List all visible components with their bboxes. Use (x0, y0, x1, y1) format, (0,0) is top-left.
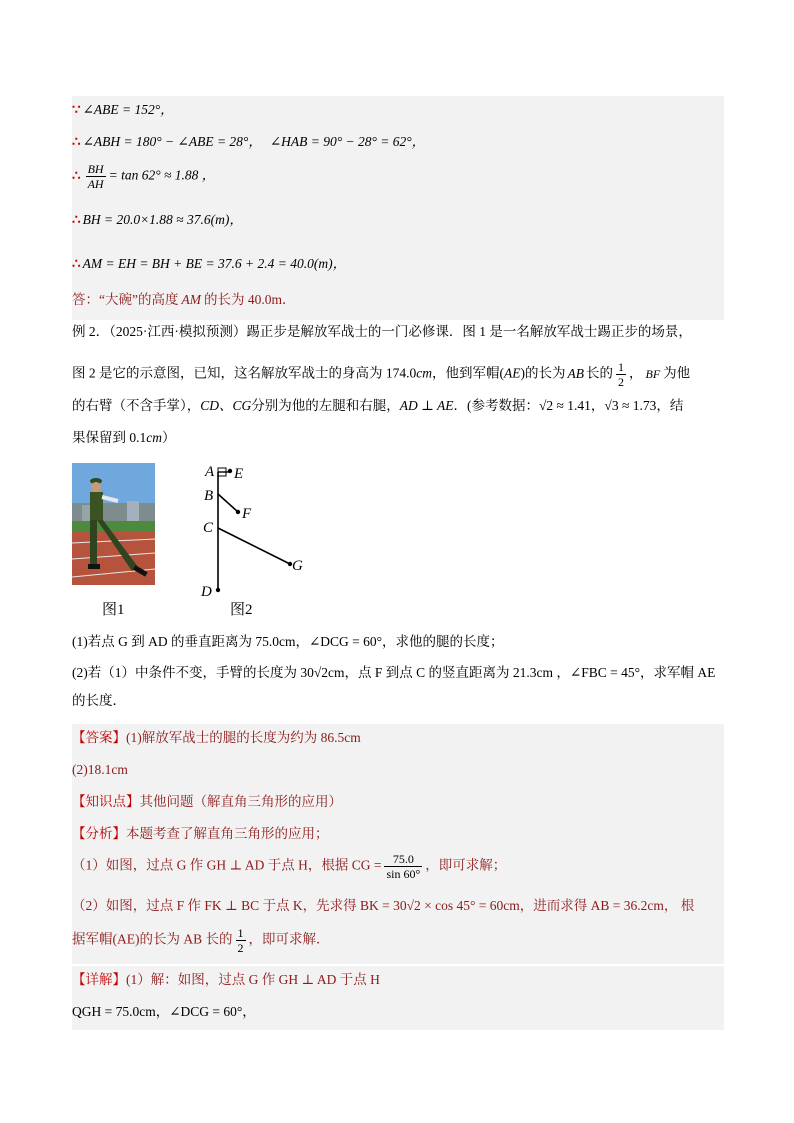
line-text: AM = EH = BH + BE = 37.6 + 2.4 = 40.0(m)， (82, 256, 347, 271)
analysis-tag: 【分析】 (72, 826, 126, 841)
fraction-half-2 (236, 926, 246, 955)
para-text: 分别为他的左腿和右腿， (251, 398, 400, 413)
answer-var: AM (181, 292, 201, 307)
para-text: 为他 (663, 365, 691, 381)
label-g: G (292, 558, 303, 574)
frac-den: 2 (237, 941, 244, 955)
var-text: AB (567, 365, 584, 381)
frac-den: AH (87, 177, 104, 191)
example-para-1 (72, 322, 724, 342)
analysis-text: （1）如图，过点 G 作 GH ⊥ AD 于点 H，根据 CG = (72, 857, 382, 873)
line-text: = tan 62° ≈ 1.88 ， (108, 167, 216, 183)
geometry-diagram (192, 456, 322, 604)
para-text: )的长为 (520, 365, 566, 381)
solution-line-3 (72, 160, 724, 202)
question-2: (2)若（1）中条件不变，手臂的长度为 30√2cm，点 F 到点 C 的竖直距离为 21.3cm ，∠FBC = 45°，求军帽 AE (72, 665, 716, 680)
analysis-text: ，即可求解． (248, 931, 330, 947)
detail-text: (1）解：如图，过点 G 作 GH ⊥ AD 于点 H (126, 972, 380, 987)
var-text: AE (504, 365, 521, 381)
analysis-step-1 (72, 850, 724, 890)
fraction-cg (384, 852, 422, 881)
detail-line (72, 966, 724, 998)
para-text: 图 2 是它的示意图，已知，这名解放军战士的身高为 174.0 (72, 365, 417, 381)
para-text: 果保留到 0.1 (72, 430, 147, 445)
var-text: CD、CG (200, 398, 252, 413)
knowledge-tag: 【知识点】 (72, 794, 140, 809)
frac-num: 1 (237, 926, 244, 940)
answer-line (72, 724, 724, 756)
frac-den: sin 60° (386, 867, 421, 881)
solution-answer-line (72, 286, 724, 320)
unit-text: cm (416, 365, 432, 381)
var-text: BF (645, 366, 661, 381)
label-d: D (201, 584, 212, 600)
answer-text: 答：“大碗”的高度 (72, 292, 179, 307)
frac-den: 2 (618, 375, 624, 389)
question-1: (1)若点 G 到 AD 的垂直距离为 75.0cm，∠DCG = 60°，求他的腿的长度； (72, 634, 504, 649)
answer-text: (2)18.1cm (72, 762, 128, 777)
label-a: A (205, 464, 215, 480)
line-text: ∠ABE = 152°， (82, 102, 174, 117)
knowledge-line (72, 788, 724, 820)
para-text: 的右臂（不含手掌）， (72, 398, 201, 413)
frac-num: 1 (618, 360, 624, 374)
answer-line-2 (72, 756, 724, 788)
analysis-step-2-cont (72, 924, 724, 964)
knowledge-text: 其他问题（解直角三角形的应用） (139, 794, 342, 809)
line-text: BH = 20.0×1.88 ≈ 37.6(m)， (82, 212, 243, 227)
soldier-photo (72, 463, 155, 585)
detail-tag: 【详解】 (72, 972, 126, 987)
therefore-symbol: ∴ (72, 256, 81, 271)
line-text: ∠ABH = 180° − ∠ABE = 28°， (82, 134, 262, 149)
para-text: ，他到军帽( (432, 365, 504, 381)
detail-line-2 (72, 998, 724, 1030)
para-text: ， (629, 365, 643, 381)
analysis-text: 据军帽(AE)的长为 AB 长的 (72, 931, 233, 947)
para-text: 例 2．（2025·江西·模拟预测）踢正步是解放军战士的一门必修课．图 1 是一名解放军战士踢正步的场景， (72, 324, 692, 339)
line-text: ∠HAB = 90° − 28° = 62°， (269, 134, 426, 149)
therefore-symbol: ∴ (72, 167, 81, 183)
analysis-text: （2）如图，过点 F 作 FK ⊥ BC 于点 K，先求得 BK = 30√2 × cos 45° = 60cm，进而求得 AB = 36.2cm， 根 (72, 898, 695, 913)
therefore-symbol: ∴ (72, 134, 81, 149)
example-para-4 (72, 428, 724, 448)
analysis-text: ，即可求解； (425, 857, 507, 873)
var-text: AD ⊥ AE (399, 398, 454, 413)
analysis-text: 本题考查了解直角三角形的应用； (126, 826, 329, 841)
fraction-half (616, 360, 626, 389)
para-text: ．(参考数据：√2 ≈ 1.41，√3 ≈ 1.73，结 (453, 398, 684, 413)
unit-text: cm (146, 430, 162, 445)
answer-tag: 【答案】 (72, 730, 126, 745)
frac-num: 75.0 (384, 852, 422, 867)
fraction-bh-ah (86, 162, 106, 191)
para-text: ） (162, 430, 176, 445)
label-c: C (203, 520, 214, 536)
detail-text: QGH = 75.0cm，∠DCG = 60°， (72, 1004, 256, 1019)
analysis-line (72, 820, 724, 852)
answer-text: (1)解放军战士的腿的长度为约为 86.5cm (126, 730, 361, 745)
example-para-2 (72, 360, 724, 389)
figure-1-caption: 图1 (102, 602, 125, 618)
because-symbol: ∵ (72, 102, 81, 117)
frac-num: BH (87, 162, 104, 176)
answer-text: 的长为 40.0m． (203, 292, 296, 307)
example-para-3 (72, 396, 724, 416)
label-b: B (204, 488, 214, 504)
therefore-symbol: ∴ (72, 212, 81, 227)
label-e: E (234, 466, 244, 482)
figure-2-caption: 图2 (230, 602, 253, 618)
analysis-step-2 (72, 890, 724, 926)
para-text: 长的 (586, 365, 613, 381)
label-f: F (242, 506, 252, 522)
question-2-cont: 的长度． (72, 693, 126, 708)
